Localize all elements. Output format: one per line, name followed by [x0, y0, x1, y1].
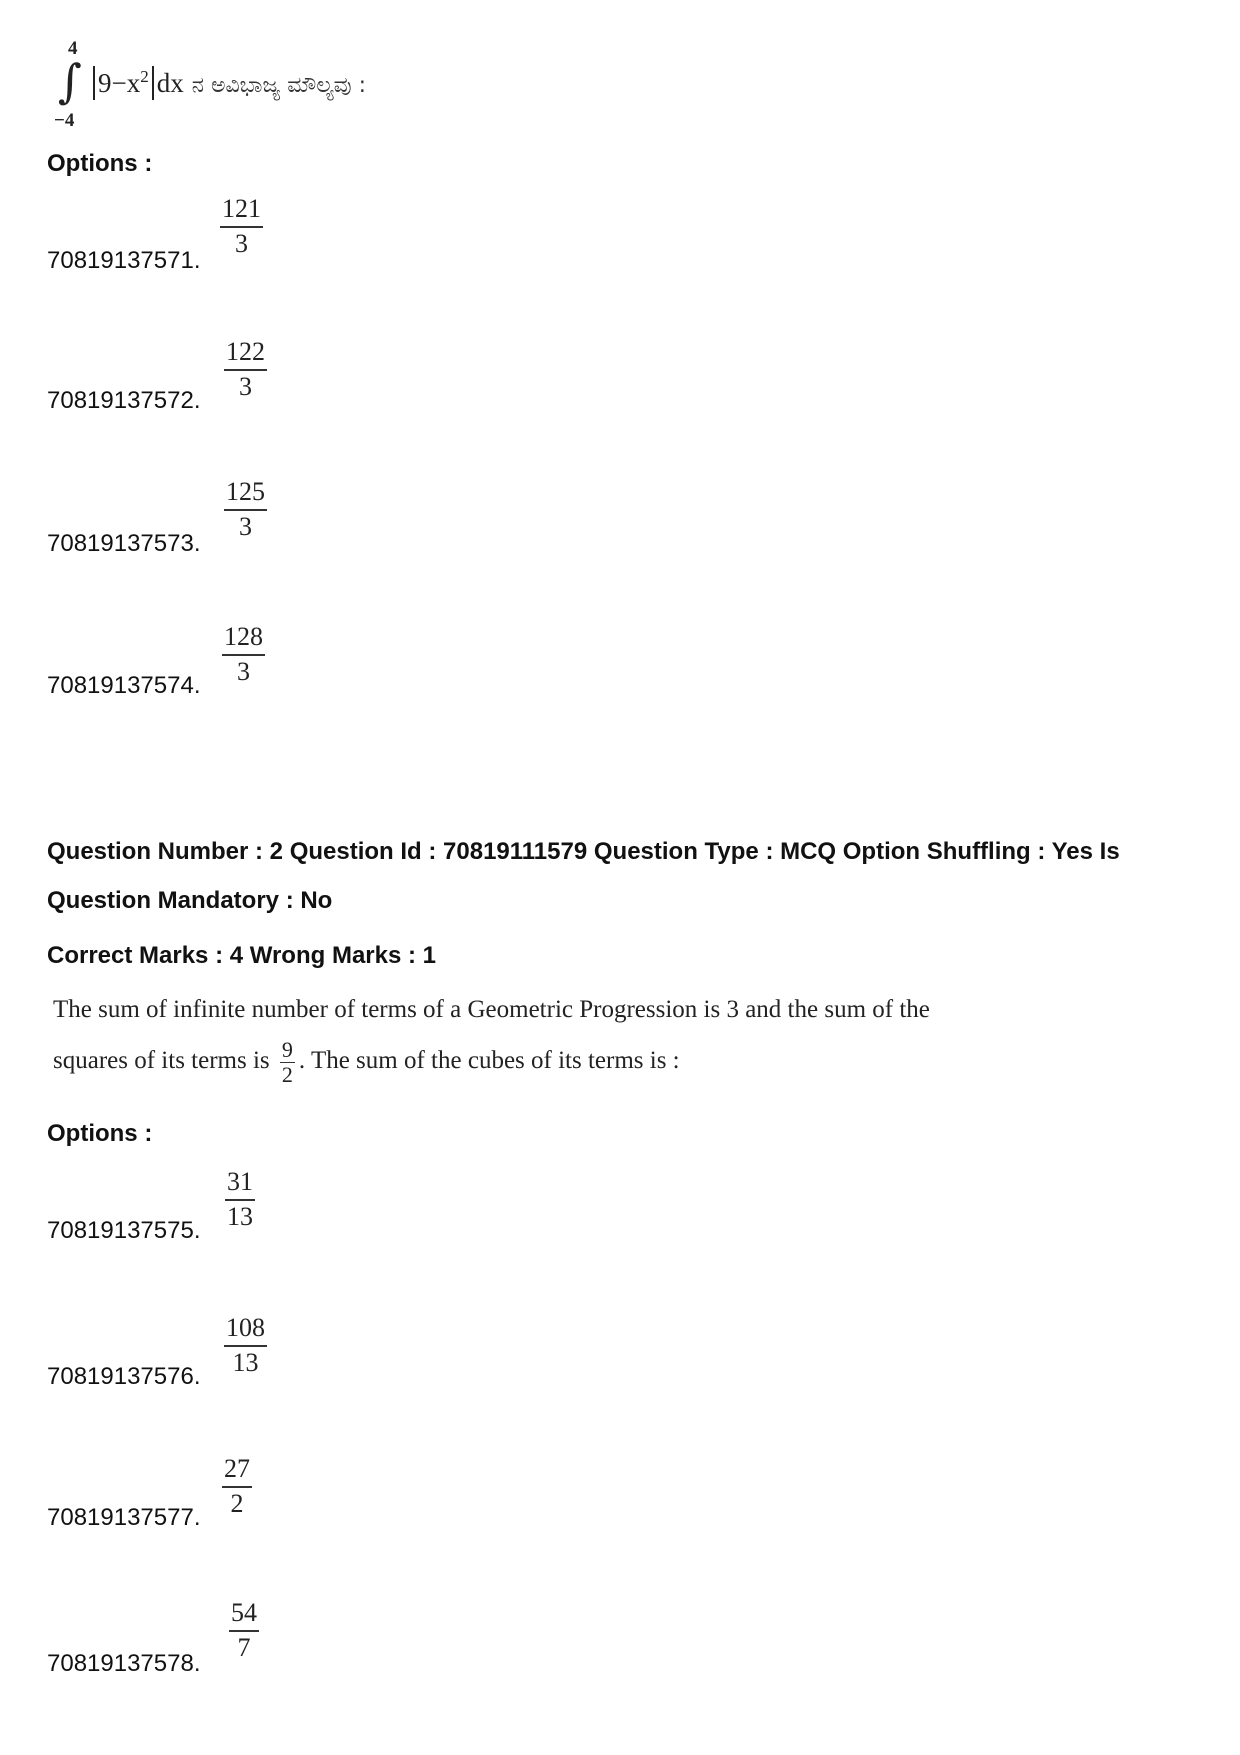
integral-differential: dx: [156, 68, 184, 98]
q2-option-4-id: 70819137578.: [47, 1650, 201, 1677]
q1-option-2-id: 70819137572.: [47, 387, 201, 414]
integral-sign: ∫: [58, 54, 82, 108]
q1-option-1-fraction: [220, 194, 263, 260]
integral-lower-limit: −4: [54, 110, 75, 131]
fraction-numerator: 54: [229, 1598, 259, 1632]
q1-options-label: Options :: [47, 150, 153, 177]
abs-bar-left: [93, 66, 95, 100]
abs-bar-right: [152, 66, 154, 100]
q1-option-2-fraction: [224, 337, 267, 403]
q2-options-label: Options :: [47, 1120, 153, 1147]
fraction-denominator: 2: [281, 1062, 293, 1087]
q2-option-3-fraction: [222, 1454, 252, 1520]
fraction-denominator: 3: [239, 372, 252, 401]
q2-inline-fraction: [280, 1038, 295, 1087]
q2-marks-line: Correct Marks : 4 Wrong Marks : 1: [47, 942, 437, 969]
q2-option-1-fraction: [225, 1167, 255, 1233]
q2-text-pre: squares of its terms is: [53, 1047, 270, 1075]
fraction-numerator: 125: [224, 477, 267, 511]
fraction-numerator: 9: [281, 1037, 293, 1062]
fraction-denominator: 3: [235, 229, 248, 258]
fraction-denominator: 2: [230, 1489, 244, 1518]
fraction-numerator: 122: [224, 337, 267, 371]
q2-option-2-fraction: [224, 1313, 267, 1379]
fraction-numerator: 27: [222, 1454, 252, 1488]
q2-question-text-line-1: The sum of infinite number of terms of a Geometric Progression is 3 and the sum of the: [53, 996, 930, 1023]
q1-kannada-text: ನ ಅವಿಭಾಜ್ಯ ಮೌಲ್ಯವು :: [191, 73, 366, 98]
fraction-denominator: 13: [227, 1202, 253, 1231]
fraction-numerator: 121: [220, 194, 263, 228]
integrand: [90, 66, 366, 100]
q2-meta-line-1: Question Number : 2 Question Id : 70819111579 Question Type : MCQ Option Shuffling : Yes Is: [47, 838, 1120, 865]
q2-question-text-line-2: [53, 1038, 680, 1087]
q2-option-2-id: 70819137576.: [47, 1363, 201, 1390]
fraction-denominator: 3: [237, 657, 250, 686]
q1-option-3-fraction: [224, 477, 267, 543]
fraction-numerator: 128: [222, 622, 265, 656]
integral-upper-limit: 4: [68, 38, 78, 59]
fraction-numerator: 31: [225, 1167, 255, 1201]
integrand-base: 9−x: [98, 68, 141, 98]
q1-option-4-id: 70819137574.: [47, 672, 201, 699]
fraction-numerator: 108: [224, 1313, 267, 1347]
q2-meta-line-2: Question Mandatory : No: [47, 887, 333, 914]
q1-option-4-fraction: [222, 622, 265, 688]
integrand-exponent: 2: [140, 67, 149, 86]
q2-option-3-id: 70819137577.: [47, 1504, 201, 1531]
fraction-denominator: 13: [232, 1348, 259, 1377]
q2-text-post: . The sum of the cubes of its terms is :: [298, 1047, 680, 1075]
q1-integral-expression: [50, 38, 570, 130]
q2-option-4-fraction: [229, 1598, 259, 1664]
q1-option-1-id: 70819137571.: [47, 247, 201, 274]
fraction-denominator: 3: [239, 512, 252, 541]
fraction-denominator: 7: [237, 1633, 251, 1662]
q1-option-3-id: 70819137573.: [47, 530, 201, 557]
q2-option-1-id: 70819137575.: [47, 1217, 201, 1244]
